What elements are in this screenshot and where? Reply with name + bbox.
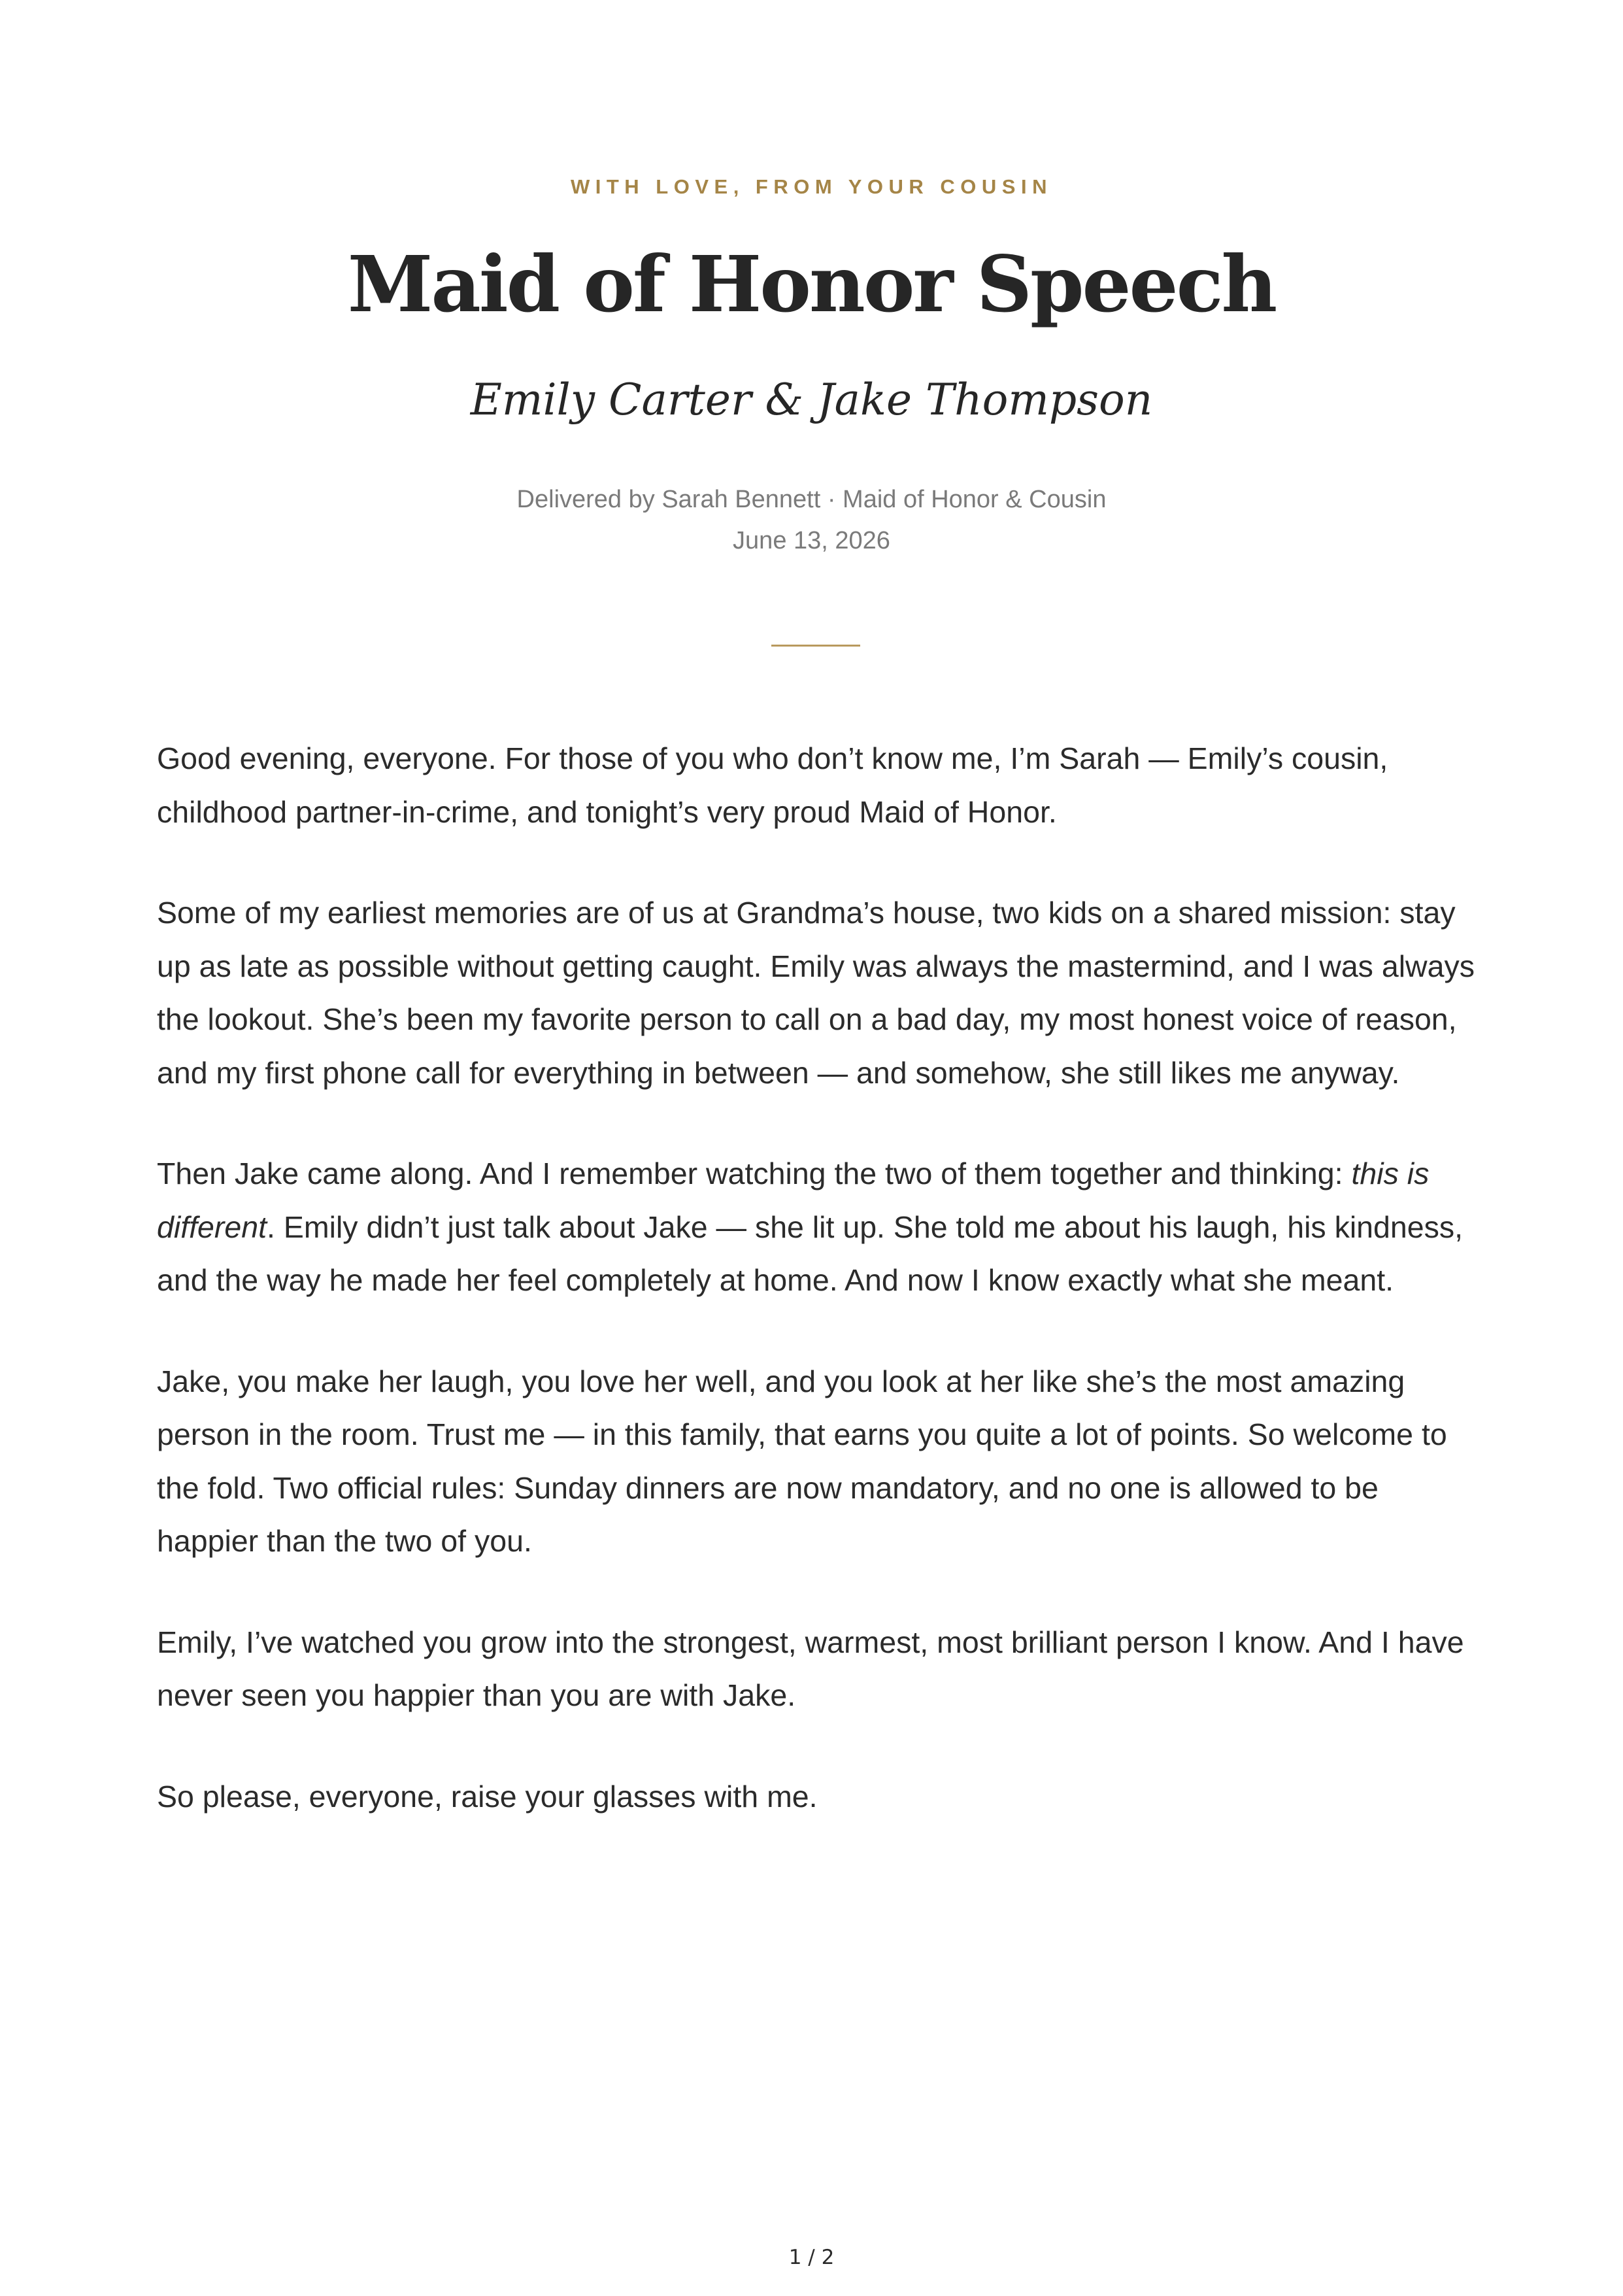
speech-date: June 13, 2026	[733, 527, 890, 554]
page-title: Maid of Honor Speech	[347, 239, 1276, 329]
eyebrow-label: WITH LOVE, FROM YOUR COUSIN	[571, 175, 1052, 198]
paragraph-6: So please, everyone, raise your glasses with me.	[157, 1779, 818, 1814]
speech-body	[157, 732, 1484, 1871]
paragraph-5: Emily, I’ve watched you grow into the strongest, warmest, most brilliant person I know. And I have never seen you happier than you are with Jake.	[157, 1625, 1464, 1712]
couple-names: Emily Carter & Jake Thompson	[470, 375, 1153, 425]
paragraph-3-emphasis: this is different	[157, 1156, 1430, 1244]
paragraph-4: Jake, you make her laugh, you love her well, and you look at her like she’s the most amazing person in the room. Trust me — in this family, that earns you quite a lot of points. So welcome to the fold. Two official rules: Sunday dinners are now mandatory, and no one is allowed to be happier than the two of you.	[157, 1364, 1447, 1558]
paragraph-1: Good evening, everyone. For those of you who don’t know me, I’m Sarah — Emily’s cousin, childhood partner-in-crime, and tonight’s very proud Maid of Honor.	[157, 741, 1388, 829]
paragraph-3-text-a: Then Jake came along. And I remember watching the two of them together and thinking:	[157, 1156, 1352, 1190]
delivered-by: Delivered by Sarah Bennett · Maid of Honor & Cousin	[516, 486, 1107, 513]
paragraph-3-text-b: . Emily didn’t just talk about Jake — she lit up. She told me about his laugh, his kindness, and the way he made her feel completely at home. And now I know exactly what she meant.	[157, 1209, 1464, 1297]
paragraph-3	[157, 1147, 1484, 1308]
paragraph-2: Some of my earliest memories are of us at Grandma’s house, two kids on a shared mission: stay up as late as possible without getting caught. Emily was always the mastermind, and I was always the lookout. She’s been my favorite person to call on a bad day, my most honest voice of reason, and my first phone call for everything in between — and somehow, she still likes me anyway.	[157, 896, 1475, 1090]
header-divider	[771, 645, 860, 647]
page-number: 1 / 2	[788, 2246, 835, 2269]
